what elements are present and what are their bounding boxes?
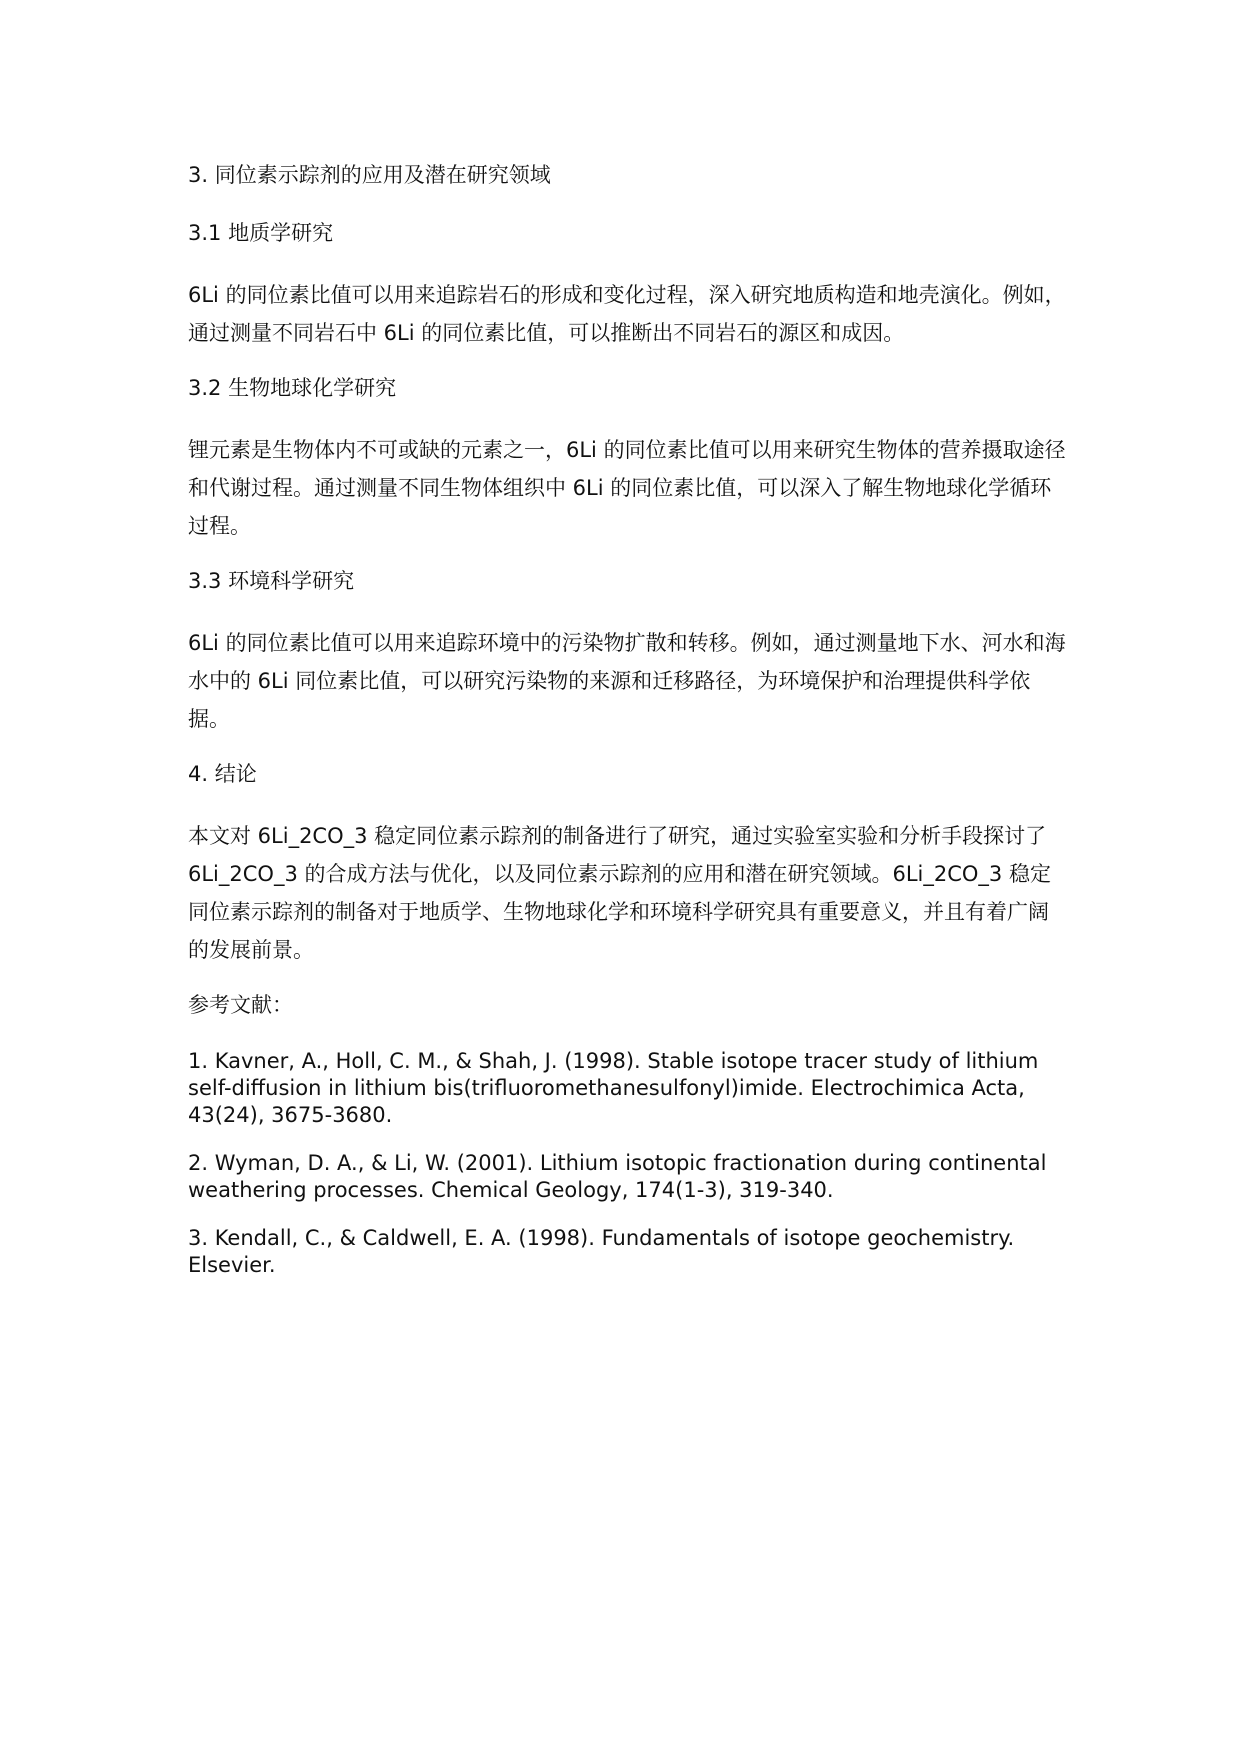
section-heading-3: 3. 同位素示踪剂的应用及潜在研究领域	[188, 163, 551, 187]
section-heading-3-1: 3.1 地质学研究	[188, 221, 334, 245]
document-body	[188, 160, 1068, 1300]
section-paragraph-3-3: 6Li 的同位素比值可以用来追踪环境中的污染物扩散和转移。例如，通过测量地下水、河水和海水中的 6Li 同位素比值，可以研究污染物的来源和迁移路径，为环境保护和治理提供科学依据。	[188, 631, 1066, 731]
section-heading-3-2: 3.2 生物地球化学研究	[188, 376, 397, 400]
reference-item: 2. Wyman, D. A., & Li, W. (2001). Lithium isotopic fractionation during continental weathering processes. Chemical Geology, 174(1-3), 319-340.	[188, 1151, 1047, 1202]
references-title: 参考文献：	[188, 993, 293, 1017]
section-paragraph-3-1: 6Li 的同位素比值可以用来追踪岩石的形成和变化过程，深入研究地质构造和地壳演化。例如，通过测量不同岩石中 6Li 的同位素比值，可以推断出不同岩石的源区和成因。	[188, 283, 1066, 345]
section-heading-4: 4. 结论	[188, 762, 257, 786]
reference-item: 1. Kavner, A., Holl, C. M., & Shah, J. (1998). Stable isotope tracer study of lithium self-diffusion in lithium bis(trifluoromethanesulfonyl)imide. Electrochimica Acta, 43(24), 3675-3680.	[188, 1049, 1039, 1127]
section-paragraph-4: 本文对 6Li_2CO_3 稳定同位素示踪剂的制备进行了研究，通过实验室实验和分析手段探讨了 6Li_2CO_3 的合成方法与优化，以及同位素示踪剂的应用和潜在研究领域。6Li_2CO_3 稳定同位素示踪剂的制备对于地质学、生物地球化学和环境科学研究具有重要意义，并且有着广阔的发展前景。	[188, 824, 1051, 962]
reference-item: 3. Kendall, C., & Caldwell, E. A. (1998). Fundamentals of isotope geochemistry. Elsevier.	[188, 1226, 1015, 1277]
section-heading-3-3: 3.3 环境科学研究	[188, 569, 355, 593]
section-paragraph-3-2: 锂元素是生物体内不可或缺的元素之一，6Li 的同位素比值可以用来研究生物体的营养摄取途径和代谢过程。通过测量不同生物体组织中 6Li 的同位素比值，可以深入了解生物地球化学循环过程。	[188, 438, 1066, 538]
